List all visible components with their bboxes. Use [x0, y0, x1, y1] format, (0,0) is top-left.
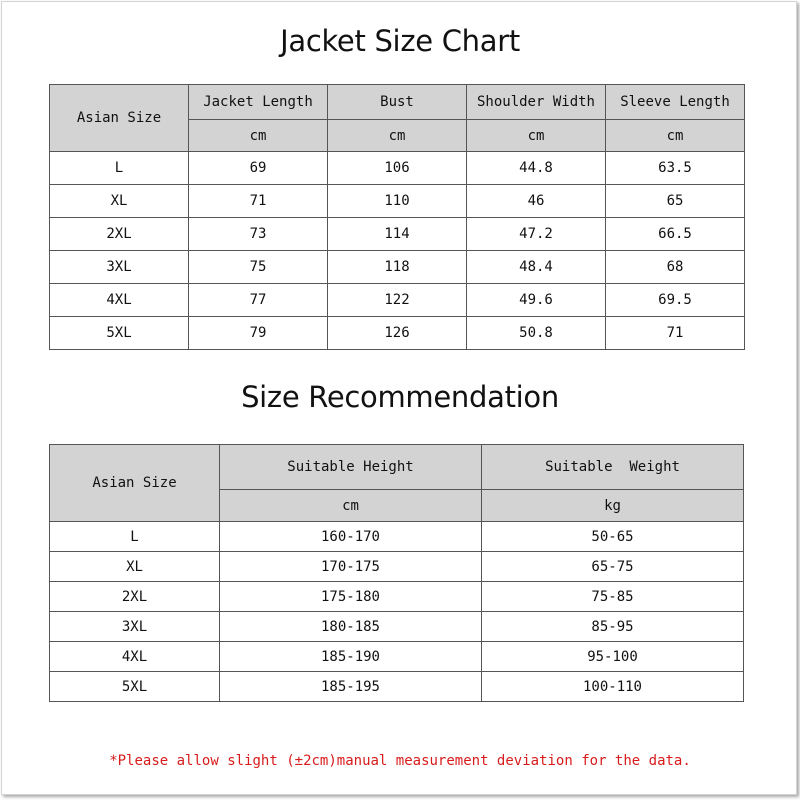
size-cell: L	[50, 152, 189, 185]
jacket-size-table	[49, 84, 745, 350]
value-cell: 69.5	[606, 284, 745, 317]
value-cell: 75	[189, 251, 328, 284]
value-cell: 69	[189, 152, 328, 185]
size-cell: 4XL	[50, 642, 220, 672]
unit-label: cm	[328, 120, 467, 152]
weight-cell: 95-100	[482, 642, 744, 672]
size-cell: 4XL	[50, 284, 189, 317]
height-cell: 175-180	[220, 582, 482, 612]
value-cell: 46	[467, 185, 606, 218]
size-cell: 5XL	[50, 672, 220, 702]
table-row	[50, 185, 745, 218]
table-row	[50, 522, 744, 552]
table-row	[50, 317, 745, 350]
size-recommendation-title: Size Recommendation	[241, 380, 559, 414]
table-row	[50, 552, 744, 582]
value-cell: 71	[189, 185, 328, 218]
unit-label: cm	[467, 120, 606, 152]
value-cell: 122	[328, 284, 467, 317]
size-cell: L	[50, 522, 220, 552]
weight-cell: 50-65	[482, 522, 744, 552]
height-cell: 170-175	[220, 552, 482, 582]
table-row	[50, 672, 744, 702]
size-chart-title: Jacket Size Chart	[280, 24, 520, 58]
table-row	[50, 218, 745, 251]
unit-label: cm	[220, 490, 482, 522]
size-cell: 3XL	[50, 251, 189, 284]
value-cell: 118	[328, 251, 467, 284]
unit-label: kg	[482, 490, 744, 522]
value-cell: 79	[189, 317, 328, 350]
height-cell: 185-195	[220, 672, 482, 702]
table-row	[50, 582, 744, 612]
value-cell: 47.2	[467, 218, 606, 251]
weight-cell: 85-95	[482, 612, 744, 642]
column-header-sleeve-length: Sleeve Length	[606, 85, 745, 120]
column-header-shoulder-width: Shoulder Width	[467, 85, 606, 120]
value-cell: 73	[189, 218, 328, 251]
size-column-header: Asian Size	[50, 85, 189, 152]
size-cell: 5XL	[50, 317, 189, 350]
unit-label: cm	[189, 120, 328, 152]
value-cell: 126	[328, 317, 467, 350]
table-row	[50, 642, 744, 672]
value-cell: 48.4	[467, 251, 606, 284]
value-cell: 66.5	[606, 218, 745, 251]
size-recommendation-table	[49, 444, 744, 702]
size-cell: 2XL	[50, 218, 189, 251]
column-header-bust: Bust	[328, 85, 467, 120]
weight-cell: 65-75	[482, 552, 744, 582]
value-cell: 106	[328, 152, 467, 185]
table-row	[50, 251, 745, 284]
value-cell: 63.5	[606, 152, 745, 185]
value-cell: 114	[328, 218, 467, 251]
table-row	[50, 284, 745, 317]
value-cell: 44.8	[467, 152, 606, 185]
value-cell: 77	[189, 284, 328, 317]
weight-cell: 75-85	[482, 582, 744, 612]
size-column-header: Asian Size	[50, 445, 220, 522]
value-cell: 68	[606, 251, 745, 284]
table-row	[50, 612, 744, 642]
value-cell: 110	[328, 185, 467, 218]
height-cell: 160-170	[220, 522, 482, 552]
column-header-suitable-weight: Suitable Weight	[482, 445, 744, 490]
value-cell: 71	[606, 317, 745, 350]
size-cell: 3XL	[50, 612, 220, 642]
size-cell: 2XL	[50, 582, 220, 612]
value-cell: 65	[606, 185, 745, 218]
height-cell: 180-185	[220, 612, 482, 642]
size-cell: XL	[50, 185, 189, 218]
height-cell: 185-190	[220, 642, 482, 672]
table-row	[50, 152, 745, 185]
size-cell: XL	[50, 552, 220, 582]
unit-label: cm	[606, 120, 745, 152]
weight-cell: 100-110	[482, 672, 744, 702]
column-header-jacket-length: Jacket Length	[189, 85, 328, 120]
measurement-deviation-note: *Please allow slight (±2cm)manual measurement deviation for the data.	[109, 753, 691, 769]
column-header-suitable-height: Suitable Height	[220, 445, 482, 490]
value-cell: 50.8	[467, 317, 606, 350]
value-cell: 49.6	[467, 284, 606, 317]
